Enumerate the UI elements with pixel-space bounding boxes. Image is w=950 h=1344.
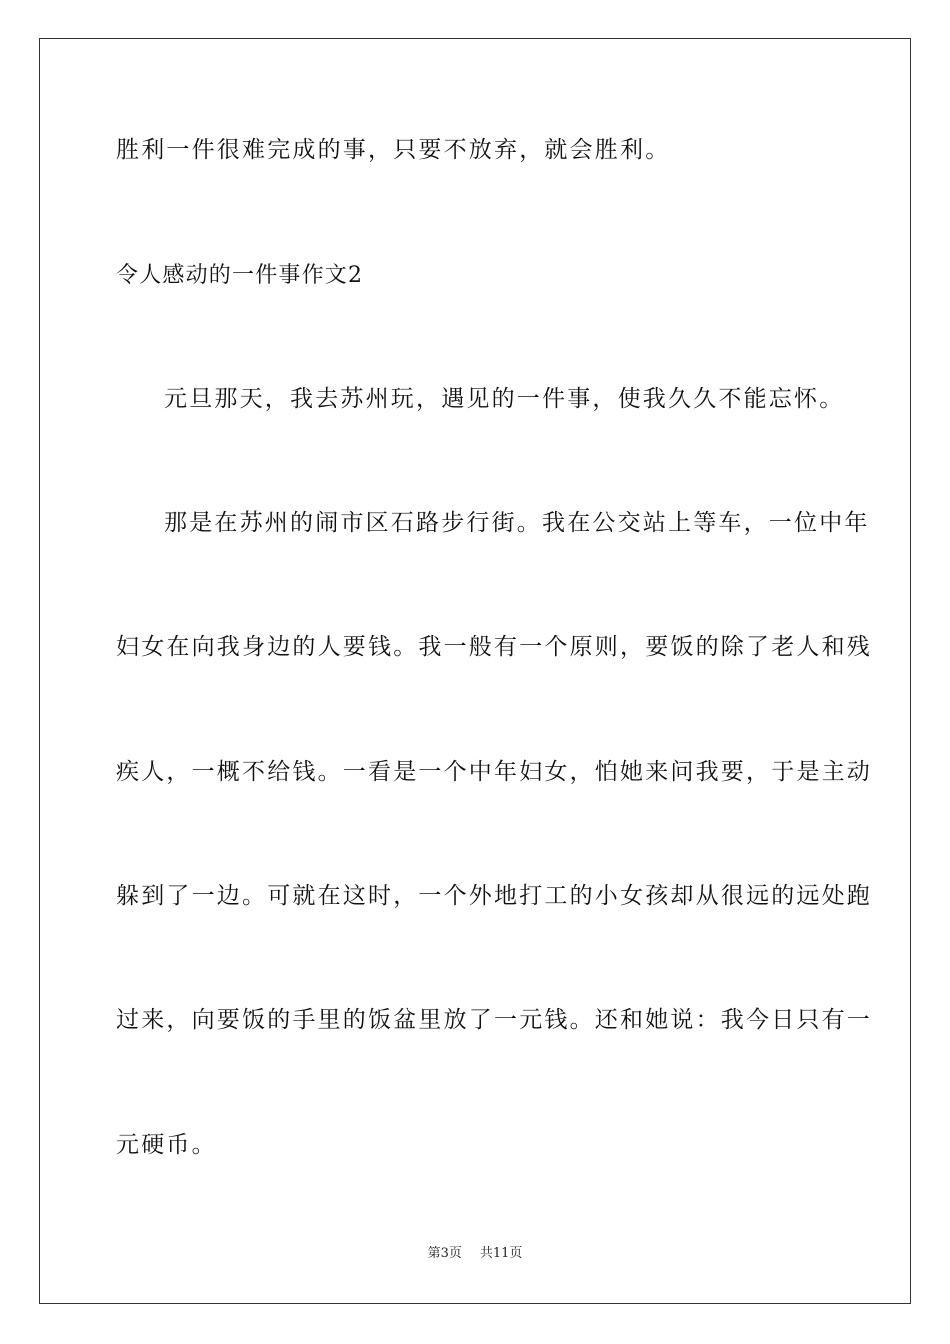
page-frame — [39, 38, 911, 1304]
section-heading: 令人感动的一件事作文2 — [116, 263, 364, 288]
paragraph-line: 元硬币。 — [116, 1132, 217, 1158]
paragraph-line: 疾人，一概不给钱。一看是一个中年妇女，怕她来问我要，于是主动 — [116, 759, 872, 785]
total-pages: 共11页 — [479, 1246, 523, 1261]
paragraph-line: 躲到了一边。可就在这时，一个外地打工的小女孩却从很远的远处跑 — [116, 883, 872, 909]
paragraph-line: 元旦那天，我去苏州玩，遇见的一件事，使我久久不能忘怀。 — [164, 386, 845, 412]
text-line: 胜利一件很难完成的事，只要不放弃，就会胜利。 — [116, 137, 671, 163]
page-number: 第3页 — [427, 1246, 462, 1261]
page-footer — [0, 1246, 950, 1262]
paragraph-line: 那是在苏州的闹市区石路步行街。我在公交站上等车，一位中年 — [164, 510, 870, 536]
paragraph-line: 妇女在向我身边的人要钱。我一般有一个原则，要饭的除了老人和残 — [116, 634, 872, 660]
paragraph-line: 过来，向要饭的手里的饭盆里放了一元钱。还和她说：我今日只有一 — [116, 1007, 872, 1033]
